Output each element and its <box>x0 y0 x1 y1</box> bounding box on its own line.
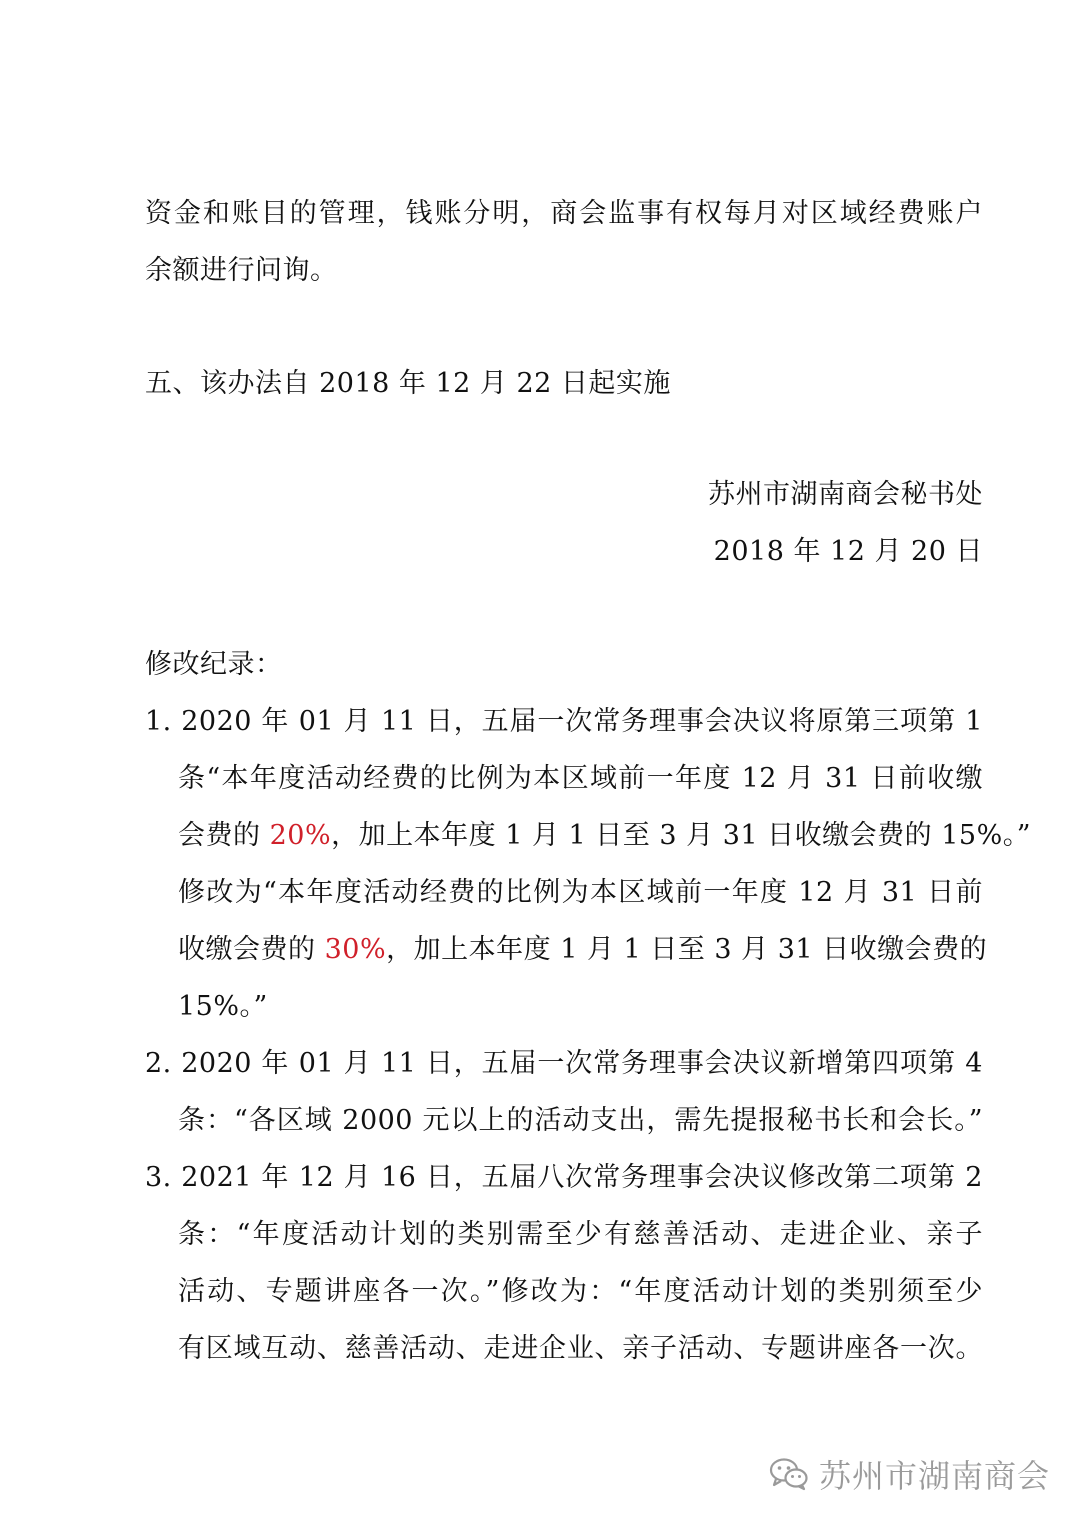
revision-item-line <box>178 808 1032 864</box>
revision-text: 收缴会费的 <box>178 934 325 965</box>
revision-item-line: 2. 2020 年 01 月 11 日，五届一次常务理事会决议新增第四项第 4 <box>145 1048 983 1079</box>
revision-item-line: 有区域互动、慈善活动、走进企业、亲子活动、专题讲座各一次。 <box>178 1333 983 1364</box>
revision-item-line: 条：“年度活动计划的类别需至少有慈善活动、走进企业、亲子 <box>178 1219 983 1250</box>
highlight-old-value: 20% <box>269 820 332 851</box>
paragraph-line: 资金和账目的管理，钱账分明，商会监事有权每月对区域经费账户 <box>145 198 983 229</box>
revision-item-line <box>178 922 988 978</box>
revision-item-line: 3. 2021 年 12 月 16 日，五届八次常务理事会决议修改第二项第 2 <box>145 1162 983 1193</box>
revision-text: ，加上本年度 1 月 1 日至 3 月 31 日收缴会费的 15%。” <box>331 820 1032 851</box>
revision-item-line: 活动、专题讲座各一次。”修改为：“年度活动计划的类别须至少 <box>178 1276 983 1307</box>
watermark-text: 苏州市湖南商会 <box>818 1457 1050 1495</box>
wechat-icon <box>769 1457 809 1491</box>
section-heading: 五、该办法自 2018 年 12 月 22 日起实施 <box>145 368 671 399</box>
revision-item-line: 条：“各区域 2000 元以上的活动支出，需先提报秘书长和会长。” <box>178 1105 983 1136</box>
signature-org: 苏州市湖南商会秘书处 <box>708 479 983 510</box>
revision-text: ，加上本年度 1 月 1 日至 3 月 31 日收缴会费的 <box>386 934 988 965</box>
highlight-new-value: 30% <box>324 934 387 965</box>
revision-item-line: 15%。” <box>178 991 268 1022</box>
revision-item-line: 1. 2020 年 01 月 11 日，五届一次常务理事会决议将原第三项第 1 <box>145 706 983 737</box>
revision-item-line: 修改为“本年度活动经费的比例为本区域前一年度 12 月 31 日前 <box>178 877 983 908</box>
paragraph-line: 余额进行问询。 <box>145 255 338 286</box>
signature-date: 2018 年 12 月 20 日 <box>713 536 983 567</box>
revision-heading: 修改纪录： <box>145 649 283 680</box>
revision-text: 会费的 <box>178 820 270 851</box>
revision-item-line: 条“本年度活动经费的比例为本区域前一年度 12 月 31 日前收缴 <box>178 763 983 794</box>
watermark <box>769 1451 1050 1497</box>
